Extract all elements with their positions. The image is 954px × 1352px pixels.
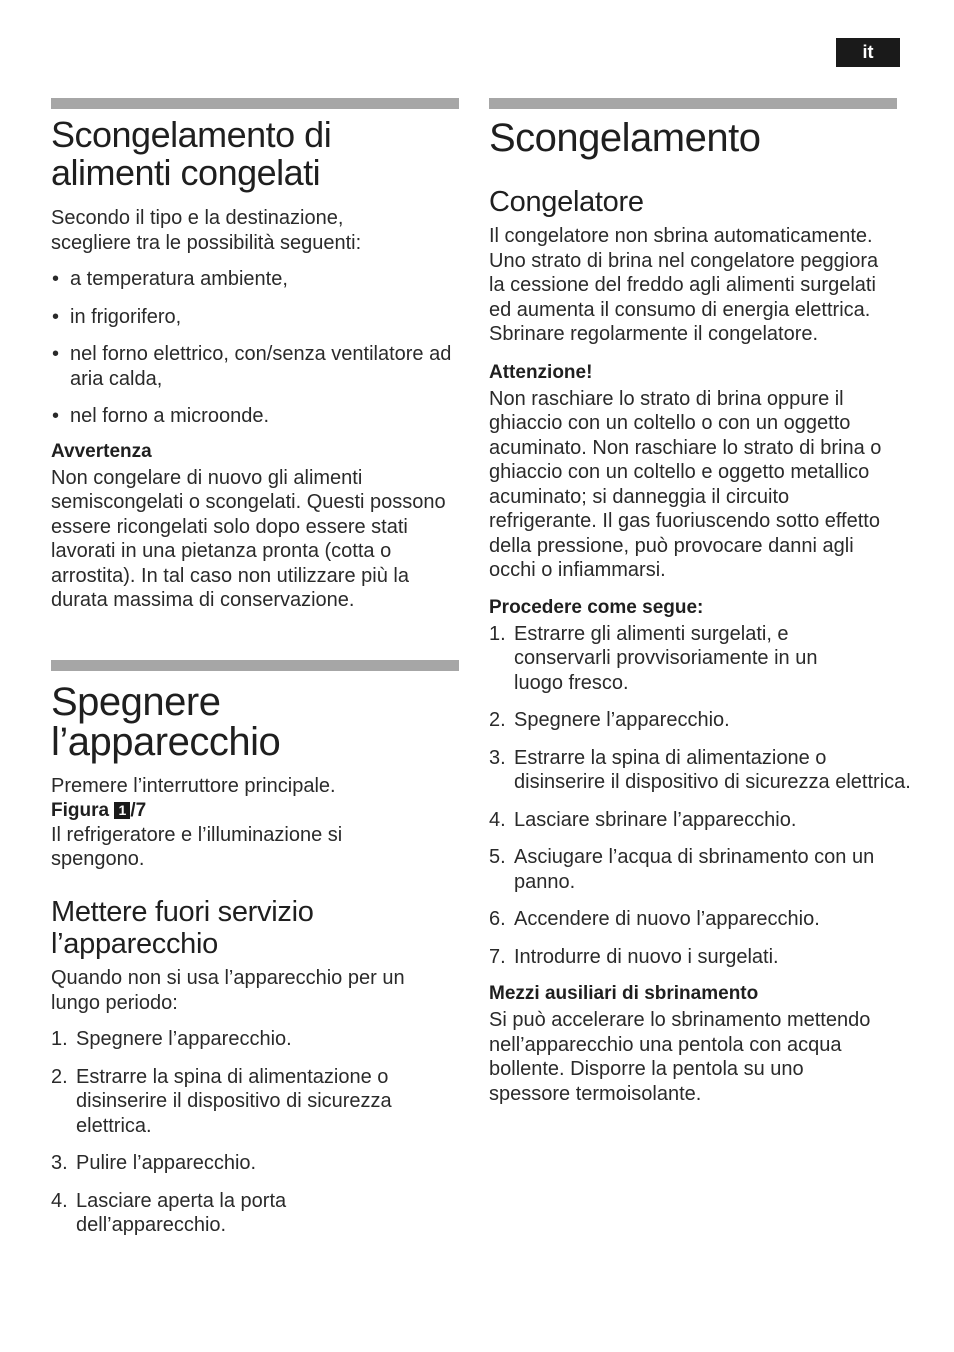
section-thawing — [51, 116, 461, 613]
attention-text: Non raschiare lo strato di brina oppure il ghiaccio con un coltello o con un oggetto acuminato. Non raschiare lo strato di brina o ghiaccio con un coltello e oggetto metallico acuminato; si danneggia il circuito refrigerante. Il gas fuoriuscendo sotto effetto della pressione, può provocare danni agli occhi o infiammarsi. — [489, 387, 882, 581]
aids-text: Si può accelerare lo sbrinamento mettendo nell’apparecchio una pentola con acqua bollente. Disporre la pentola su uno spessore termoisolante. — [489, 1009, 871, 1105]
list-item: 7. Introdurre di nuovo i surgelati. — [489, 945, 779, 968]
section-switch-off — [51, 682, 461, 872]
figure-reference: Figura 1 /7 — [51, 799, 147, 821]
language-tag: it — [836, 38, 900, 67]
section-rule — [489, 98, 897, 109]
procedure-label: Procedere come segue: — [489, 596, 704, 618]
list-item: 3. Pulire l’apparecchio. — [51, 1152, 257, 1174]
thaw-options-list — [51, 267, 461, 429]
note-text: Non congelare di nuovo gli alimenti semiscongelati o scongelati. Questi possono essere ricongelati solo dopo essere stati lavorati in una pietanza pronta (cotta o arrostita). In tal caso non utilizzare più la durata massima di conservazione. — [51, 466, 446, 611]
list-item: • a temperatura ambiente, — [52, 268, 288, 290]
section-subtitle: Mettere fuori servizio l’apparecchio — [51, 896, 314, 960]
intro-instruction: Sbrinare regolarmente il congelatore. — [489, 323, 819, 345]
list-item: • in frigorifero, — [52, 305, 182, 328]
intro-text: Secondo il tipo e la destinazione, scegliere tra le possibilità seguenti: — [51, 207, 362, 254]
section-subtitle: Congelatore — [489, 186, 644, 218]
section-title: Scongelamento di alimenti congelati — [51, 114, 332, 193]
list-item: 4. Lasciare aperta la porta dell’apparecchio. — [51, 1189, 287, 1236]
attention-label: Attenzione! — [489, 361, 593, 383]
intro-text: Quando non si usa l’apparecchio per un lungo periodo: — [51, 967, 405, 1014]
list-item: • nel forno a microonde. — [52, 405, 270, 427]
switch-off-text: Premere l’interruttore principale. — [51, 775, 336, 797]
section-title: Scongelamento — [489, 116, 761, 160]
decommission-steps — [51, 1027, 461, 1238]
list-item: 1. Spegnere l’apparecchio. — [51, 1028, 292, 1050]
section-defrosting — [489, 116, 911, 1106]
list-item: 2. Spegnere l’apparecchio. — [489, 709, 730, 731]
list-item: 2. Estrarre la spina di alimentazione o disinserire il dispositivo di sicurezza elettrica. — [51, 1065, 392, 1137]
note-label: Avvertenza — [51, 440, 152, 462]
section-decommission — [51, 896, 461, 1238]
list-item: 5. Asciugare l’acqua di sbrinamento con un panno. — [489, 846, 875, 893]
defrost-steps — [489, 622, 911, 970]
figure-number-badge: 1 — [114, 802, 130, 819]
list-item: 4. Lasciare sbrinare l’apparecchio. — [489, 808, 797, 831]
aids-label: Mezzi ausiliari di sbrinamento — [489, 983, 759, 1004]
list-item: • nel forno elettrico, con/senza ventilatore ad aria calda, — [52, 343, 452, 390]
list-item: 1. Estrarre gli alimenti surgelati, e conservarli provvisoriamente in un luogo fresco. — [489, 622, 818, 694]
switch-off-result: Il refrigeratore e l’illuminazione si spengono. — [51, 823, 343, 870]
section-rule — [51, 98, 459, 109]
section-title: Spegnere l’apparecchio — [51, 680, 281, 764]
intro-text: Il congelatore non sbrina automaticamente. Uno strato di brina nel congelatore peggiora la cessione del freddo agli alimenti surgelati ed aumenta il consumo di energia elettrica. — [489, 225, 879, 321]
list-item: 6. Accendere di nuovo l’apparecchio. — [489, 908, 820, 930]
section-rule — [51, 660, 459, 671]
list-item: 3. Estrarre la spina di alimentazione o disinserire il dispositivo di sicurezza elettrica. — [489, 746, 911, 793]
